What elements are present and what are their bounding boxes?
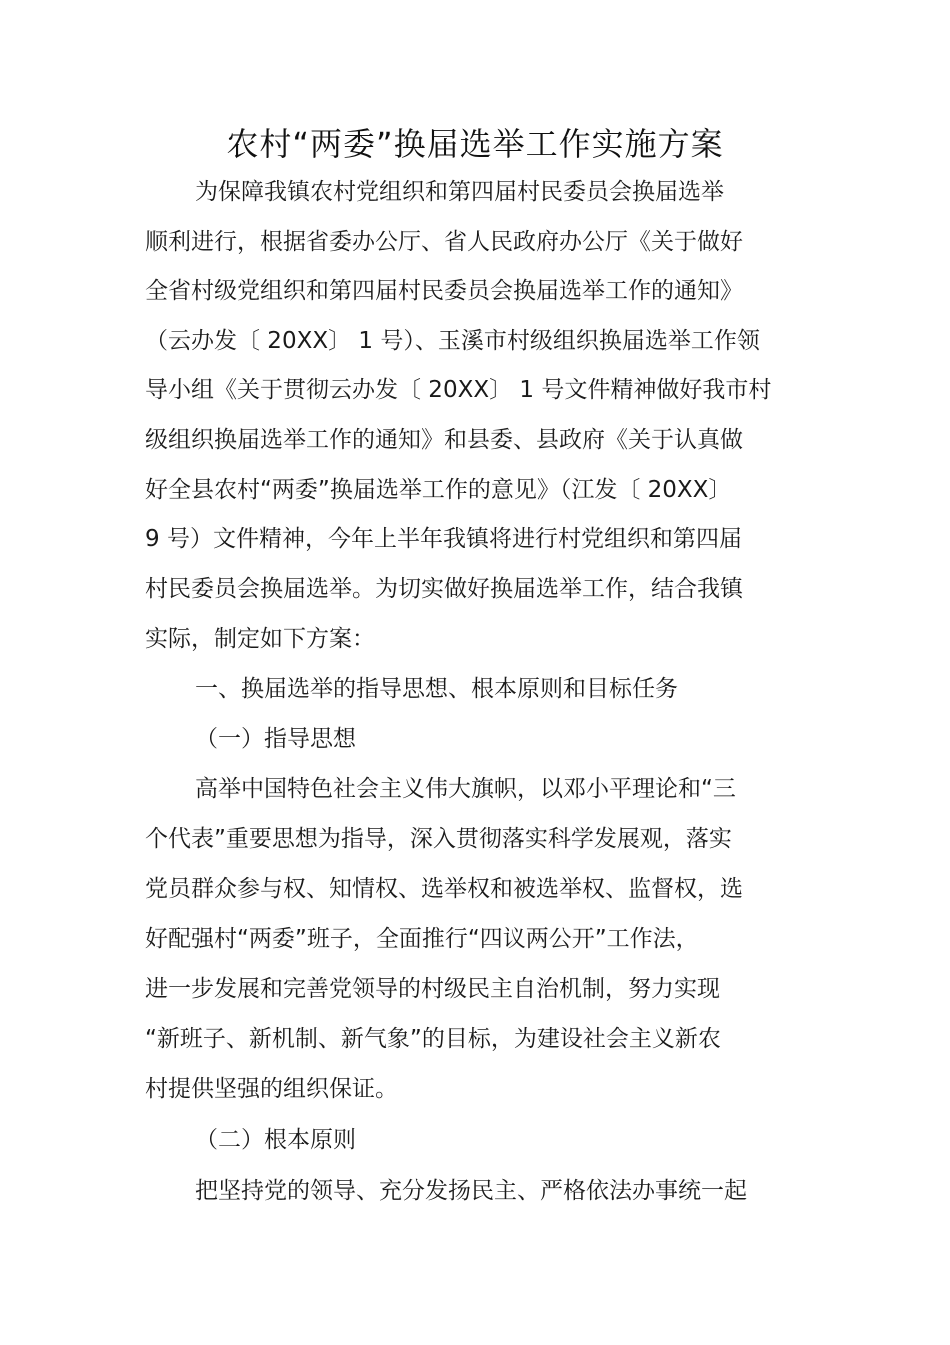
paragraph-line: 导小组《关于贯彻云办发〔 20XX〕 1 号文件精神做好我市村 [145, 377, 772, 403]
paragraph-line: 顺利进行，根据省委办公厅、省人民政府办公厅《关于做好 [145, 229, 743, 255]
paragraph-line: 进一步发展和完善党领导的村级民主自治机制，努力实现 [145, 976, 720, 1002]
paragraph-line: “新班子、新机制、新气象”的目标，为建设社会主义新农 [145, 1026, 721, 1052]
paragraph-line: 级组织换届选举工作的通知》和县委、县政府《关于认真做 [145, 427, 743, 453]
paragraph-line: 好全县农村“两委”换届选举工作的意见》（江发〔 20XX〕 [145, 477, 732, 503]
paragraph-line: 好配强村“两委”班子，全面推行“四议两公开”工作法， [145, 926, 699, 952]
paragraph-line: 村提供坚强的组织保证。 [145, 1076, 398, 1102]
section-heading: 一、换届选举的指导思想、根本原则和目标任务 [195, 676, 678, 702]
paragraph-line: 高举中国特色社会主义伟大旗帜，以邓小平理论和“三 [195, 776, 736, 802]
paragraph-line: 村民委员会换届选举。为切实做好换届选举工作，结合我镇 [145, 576, 743, 602]
subsection-heading: （一）指导思想 [195, 726, 356, 752]
subsection-heading: （二）根本原则 [195, 1127, 356, 1153]
paragraph-line: 个代表”重要思想为指导，深入贯彻落实科学发展观，落实 [145, 826, 732, 852]
paragraph-line: 实际，制定如下方案： [145, 626, 375, 652]
paragraph-line: （云办发〔 20XX〕 1 号）、玉溪市村级组织换届选举工作领 [145, 328, 760, 354]
document-title: 农村“两委”换届选举工作实施方案 [226, 125, 724, 163]
paragraph-line: 9 号）文件精神，今年上半年我镇将进行村党组织和第四届 [145, 526, 742, 552]
paragraph-line: 全省村级党组织和第四届村民委员会换届选举工作的通知》 [145, 278, 743, 304]
paragraph-line: 把坚持党的领导、充分发扬民主、严格依法办事统一起 [195, 1178, 747, 1204]
paragraph-line: 党员群众参与权、知情权、选举权和被选举权、监督权，选 [145, 876, 743, 902]
paragraph-line: 为保障我镇农村党组织和第四届村民委员会换届选举 [195, 179, 724, 205]
